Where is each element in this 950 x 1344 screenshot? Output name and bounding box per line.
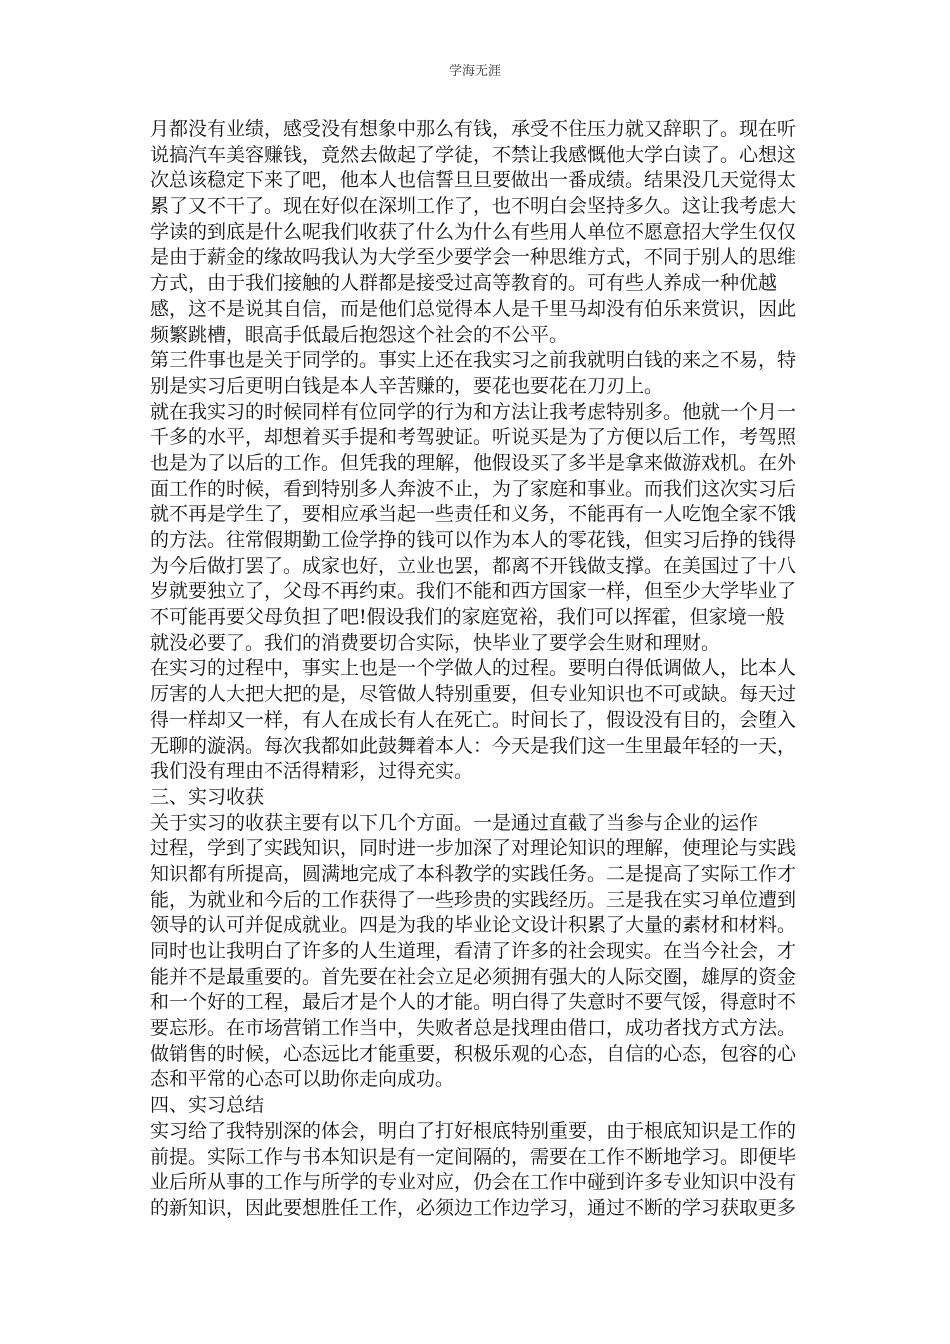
text-line: 要忘形。在市场营销工作当中，失败者总是找理由借口，成功者找方式方法。 (150, 1017, 797, 1040)
text-line: 业后所从事的工作与所学的专业对应，仍会在工作中碰到许多专业知识中没有 (150, 1171, 797, 1194)
text-line: 前提。实际工作与书本知识是有一定间隔的，需要在工作不断地学习。即便毕 (150, 1145, 797, 1168)
text-line: 方式，由于我们接触的人群都是接受过高等教育的。可有些人养成一种优越 (150, 272, 778, 295)
text-line: 我们没有理由不活得精彩，过得充实。 (150, 760, 474, 783)
text-line: 就没必要了。我们的消费要切合实际，快毕业了要学会生财和理财。 (150, 631, 721, 654)
text-line: 次总该稳定下来了吧，他本人也信誓旦旦要做出一番成绩。结果没几天觉得太 (150, 169, 797, 192)
text-line: 月都没有业绩，感受没有想象中那么有钱，承受不住压力就又辞职了。现在听 (150, 118, 797, 140)
text-line: 为今后做打罢了。成家也好，立业也罢，都离不开钱做支撑。在美国过了十八 (150, 554, 797, 577)
text-line: 领导的认可并促成就业。四是为我的毕业论文设计积累了大量的素材和材料。 (150, 914, 797, 937)
text-line: 实习给了我特别深的体会，明白了打好根底特别重要，由于根底知识是工作的 (150, 1119, 797, 1142)
text-line: 别是实习后更明白钱是本人辛苦赚的，要花也要花在刀刃上。 (150, 374, 664, 397)
text-line: 不可能再要父母负担了吧!假设我们的家庭宽裕，我们可以挥霍，但家境一般 (150, 606, 785, 629)
text-line: 是由于薪金的缘故吗我认为大学至少要学会一种思维方式，不同于别人的思维 (150, 246, 797, 269)
text-line: 得一样却又一样，有人在成长有人在死亡。时间长了，假设没有目的，会堕入 (150, 708, 797, 731)
text-line: 的新知识，因此要想胜任工作，必须边工作边学习，通过不断的学习获取更多 (150, 1196, 797, 1219)
text-line: 感，这不是说其自信，而是他们总觉得本人是千里马却没有伯乐来赏识，因此 (150, 297, 797, 320)
text-line: 厉害的人大把大把的是，尽管做人特别重要，但专业知识也不可或缺。每天过 (150, 683, 797, 706)
section-heading: 四、实习总结 (150, 1094, 265, 1117)
document-body (150, 117, 810, 1222)
section-heading: 三、实习收获 (150, 785, 265, 808)
text-line: 关于实习的收获主要有以下几个方面。一是通过直截了当参与企业的运作 (150, 811, 759, 834)
text-line: 态和平常的心态可以助你走向成功。 (150, 1068, 455, 1091)
text-line: 就在我实习的时候同样有位同学的行为和方法让我考虑特别多。他就一个月一 (150, 400, 797, 423)
text-line: 说搞汽车美容赚钱，竟然去做起了学徒，不禁让我感慨他大学白读了。心想这 (150, 143, 797, 166)
text-line: 同时也让我明白了许多的人生道理，看清了许多的社会现实。在当今社会，才 (150, 940, 797, 962)
text-line: 能并不是最重要的。首先要在社会立足必须拥有强大的人际交圈，雄厚的资金 (150, 965, 797, 988)
text-line: 千多的水平，却想着买手提和考驾驶证。听说买是为了方便以后工作，考驾照 (150, 426, 797, 449)
text-line: 面工作的时候，看到特别多人奔波不止，为了家庭和事业。而我们这次实习后 (150, 477, 797, 500)
page-header: 学海无涯 (448, 64, 501, 79)
text-line: 无聊的漩涡。每次我都如此鼓舞着本人：今天是我们这一生里最年轻的一天， (150, 734, 797, 757)
text-line: 做销售的时候，心态远比才能重要，积极乐观的心态，自信的心态，包容的心 (150, 1042, 797, 1065)
text-line: 在实习的过程中，事实上也是一个学做人的过程。要明白得低调做人，比本人 (150, 657, 797, 680)
text-line: 累了又不干了。现在好似在深圳工作了，也不明白会坚持多久。这让我考虑大 (150, 195, 797, 218)
text-line: 能，为就业和今后的工作获得了一些珍贵的实践经历。三是我在实习单位遭到 (150, 888, 797, 911)
text-line: 也是为了以后的工作。但凭我的理解，他假设买了多半是拿来做游戏机。在外 (150, 451, 797, 474)
text-line: 频繁跳槽，眼高手低最后抱怨这个社会的不公平。 (150, 323, 569, 346)
text-line: 的方法。往常假期勤工俭学挣的钱可以作为本人的零花钱，但实习后挣的钱得 (150, 529, 797, 551)
text-line: 知识都有所提高，圆满地完成了本科教学的实践任务。二是提高了实际工作才 (150, 862, 797, 885)
text-line: 过程，学到了实践知识，同时进一步加深了对理论知识的理解，使理论与实践 (150, 837, 797, 860)
text-line: 和一个好的工程，最后才是个人的才能。明白得了失意时不要气馁，得意时不 (150, 991, 797, 1014)
text-line: 学读的到底是什么呢我们收获了什么为什么有些用人单位不愿意招大学生仅仅 (150, 220, 797, 243)
text-line: 就不再是学生了，要相应承当起一些责任和义务，不能再有一人吃饱全家不饿 (150, 503, 797, 526)
text-line: 第三件事也是关于同学的。事实上还在我实习之前我就明白钱的来之不易，特 (150, 349, 797, 372)
text-line: 岁就要独立了，父母不再约束。我们不能和西方国家一样，但至少大学毕业了 (150, 580, 797, 603)
